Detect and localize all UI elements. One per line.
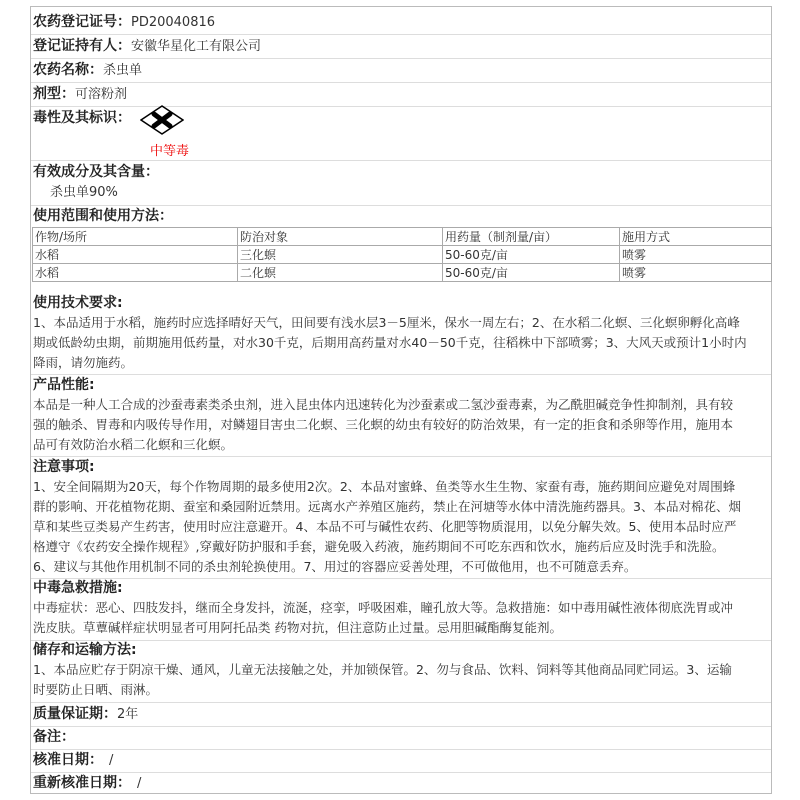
formulation-row xyxy=(33,84,768,105)
table-cell: 50-60克/亩 xyxy=(443,264,620,282)
usage-header-row xyxy=(33,206,768,227)
divider xyxy=(31,58,771,59)
pesticide-name-label: 农药名称： xyxy=(33,62,103,78)
formulation-label: 剂型： xyxy=(33,86,75,102)
table-row xyxy=(33,246,772,264)
usage-label: 使用范围和使用方法： xyxy=(33,208,173,224)
table-cell: 50-60克/亩 xyxy=(443,246,620,264)
paragraph-line: 期或低龄幼虫期，前期施用低药量，对水30千克，后期用高药量对水40－50千克，往稻株中下部喷雾；3、大风天或预计1小时内 xyxy=(33,335,747,350)
reapproval-date-label: 重新核准日期： xyxy=(33,775,131,791)
registration-number-label: 农药登记证号： xyxy=(33,14,131,30)
divider xyxy=(31,34,771,35)
paragraph-line: 降雨，请勿施药。 xyxy=(33,355,134,370)
registration-number-value: PD20040816 xyxy=(131,15,216,30)
firstaid-header-row xyxy=(33,578,768,599)
toxicity-label: 毒性及其标识： xyxy=(33,110,131,126)
pesticide-name-row xyxy=(33,60,768,81)
approval-date-value: / xyxy=(109,753,114,768)
paragraph-line: 时要防止日晒、雨淋。 xyxy=(33,682,159,697)
table-cell: 喷雾 xyxy=(620,246,772,264)
storage-paragraph xyxy=(33,660,770,700)
registration-number-row xyxy=(33,12,768,33)
reapproval-date-row xyxy=(33,773,768,794)
cautions-paragraph xyxy=(33,477,770,577)
tech-label: 使用技术要求: xyxy=(33,295,123,311)
formulation-value: 可溶粉剂 xyxy=(75,87,128,102)
tech-paragraph xyxy=(33,313,770,373)
warranty-value: 2年 xyxy=(117,707,139,722)
toxicity-level: 中等毒 xyxy=(150,144,190,159)
pesticide-name-value: 杀虫单 xyxy=(103,63,143,78)
holder-value: 安徽华星化工有限公司 xyxy=(131,39,262,54)
ingredient-label: 有效成分及其含量： xyxy=(33,164,159,180)
reapproval-date-value: / xyxy=(137,776,142,791)
ingredient-value: 杀虫单90% xyxy=(50,185,118,200)
cautions-header-row xyxy=(33,457,768,478)
remarks-label: 备注： xyxy=(33,729,75,745)
usage-table xyxy=(32,227,772,282)
table-header-cell: 防治对象 xyxy=(238,228,443,246)
toxicity-diamond-icon xyxy=(140,105,184,135)
firstaid-paragraph xyxy=(33,598,770,638)
cautions-label: 注意事项: xyxy=(33,459,95,475)
paragraph-line: 6、建议与其他作用机制不同的杀虫剂轮换使用。7、用过的容器应妥善处理，不可做他用，也不可随意丢弃。 xyxy=(33,559,637,574)
paragraph-line: 品可有效防治水稻二化螟和三化螟。 xyxy=(33,437,234,452)
paragraph-line: 洗皮肤。草蕈碱样症状明显者可用阿托品类 药物对抗，但注意防止过量。忌用胆碱酯酶复能剂。 xyxy=(33,620,562,635)
holder-label: 登记证持有人： xyxy=(33,38,131,54)
table-cell: 喷雾 xyxy=(620,264,772,282)
storage-header-row xyxy=(33,640,768,661)
table-cell: 水稻 xyxy=(33,264,238,282)
firstaid-label: 中毒急救措施: xyxy=(33,580,123,596)
ingredient-header-row xyxy=(33,162,768,183)
table-cell: 三化螟 xyxy=(238,246,443,264)
approval-date-row xyxy=(33,750,768,771)
table-header-cell: 施用方式 xyxy=(620,228,772,246)
paragraph-line: 群的影响、开花植物花期、蚕室和桑园附近禁用。远离水产养殖区施药，禁止在河塘等水体中清洗施药器具。3、本品对棉花、烟 xyxy=(33,499,741,514)
table-header-cell: 用药量（制剂量/亩） xyxy=(443,228,620,246)
table-row xyxy=(33,264,772,282)
paragraph-line: 本品是一种人工合成的沙蚕毒素类杀虫剂，进入昆虫体内迅速转化为沙蚕素或二氢沙蚕毒素，为乙酰胆碱竞争性抑制剂，具有较 xyxy=(33,397,734,412)
ingredient-value-row xyxy=(50,183,785,203)
paragraph-line: 1、本品适用于水稻，施药时应选择晴好天气，田间要有浅水层3－5厘米，保水一周左右；2、在水稻二化螟、三化螟卵孵化高峰 xyxy=(33,315,740,330)
paragraph-line: 格遵守《农药安全操作规程》,穿戴好防护服和手套，避免吸入药液，施药期间不可吃东西和饮水，施药后应及时洗手和洗脸。 xyxy=(33,539,725,554)
performance-header-row xyxy=(33,375,768,396)
paragraph-line: 强的触杀、胃毒和内吸传导作用，对鳞翅目害虫二化螟、三化螟的幼虫有较好的防治效果，有一定的拒食和杀卵等作用，施用本 xyxy=(33,417,734,432)
paragraph-line: 1、本品应贮存于阴凉干燥、通风，儿童无法接触之处，并加锁保管。2、勿与食品、饮料、饲料等其他商品同贮同运。3、运输 xyxy=(33,662,732,677)
holder-row xyxy=(33,36,768,57)
table-cell: 二化螟 xyxy=(238,264,443,282)
warranty-label: 质量保证期： xyxy=(33,706,117,722)
storage-label: 储存和运输方法: xyxy=(33,642,137,658)
divider xyxy=(31,160,771,161)
paragraph-line: 中毒症状：恶心、四肢发抖，继而全身发抖，流涎，痉挛，呼吸困难，瞳孔放大等。急救措施：如中毒用碱性液体彻底洗胃或冲 xyxy=(33,600,734,615)
paragraph-line: 1、安全间隔期为20天，每个作物周期的最多使用2次。2、本品对蜜蜂、鱼类等水生生物、家蚕有毒，施药期间应避免对周围蜂 xyxy=(33,479,736,494)
performance-paragraph xyxy=(33,395,770,455)
table-header-row xyxy=(33,228,772,246)
table-cell: 水稻 xyxy=(33,246,238,264)
remarks-row xyxy=(33,727,768,748)
divider xyxy=(31,82,771,83)
paragraph-line: 草和某些豆类易产生药害，使用时应注意避开。4、本品不可与碱性农药、化肥等物质混用，以免分解失效。5、使用本品时应严 xyxy=(33,519,737,534)
approval-date-label: 核准日期： xyxy=(33,752,103,768)
divider xyxy=(31,702,771,703)
performance-label: 产品性能: xyxy=(33,377,95,393)
table-header-cell: 作物/场所 xyxy=(33,228,238,246)
tech-header-row xyxy=(33,293,768,314)
warranty-row xyxy=(33,704,768,725)
